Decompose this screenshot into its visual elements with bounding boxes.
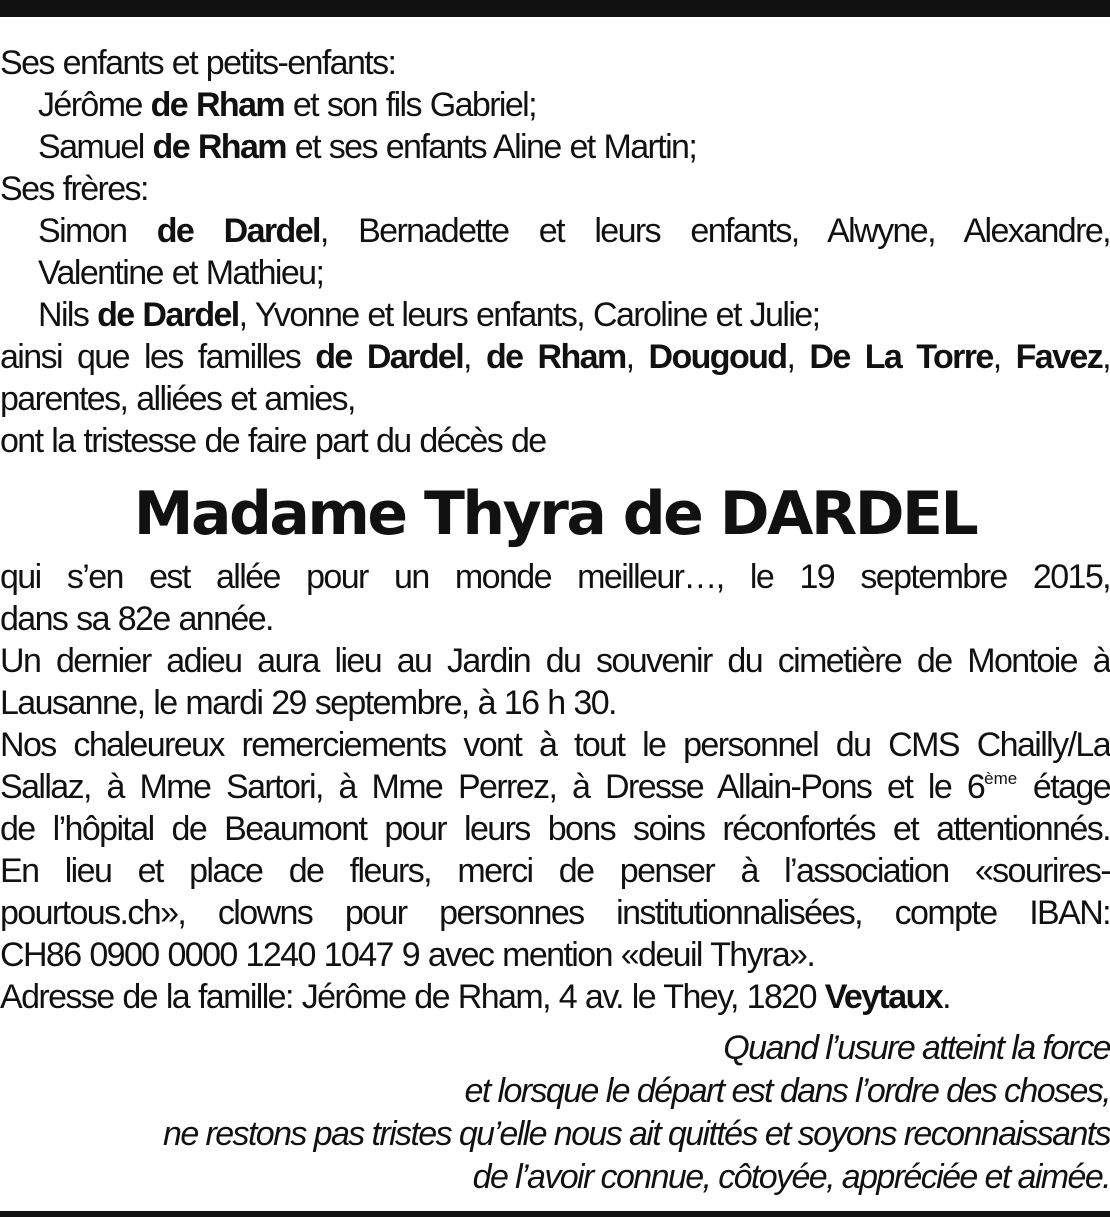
family-name: de Dardel bbox=[315, 338, 464, 376]
brothers-heading: Ses frères: bbox=[0, 170, 148, 208]
body-line-6 bbox=[0, 766, 1110, 808]
line-rest: et ses enfants Aline et Martin; bbox=[285, 128, 697, 166]
brother-nils-line bbox=[38, 294, 1110, 336]
family-name: Dougoud bbox=[648, 338, 787, 376]
brother-simon-line bbox=[38, 210, 1110, 252]
families-lead: ainsi que les familles bbox=[0, 338, 316, 376]
announcement-line: ont la tristesse de faire part du décès de bbox=[0, 422, 546, 460]
child-jerome-line bbox=[38, 84, 1110, 126]
child-samuel-line bbox=[38, 126, 1110, 168]
separator: , bbox=[992, 338, 1016, 376]
first-name: Simon bbox=[38, 212, 157, 250]
body-line-8: En lieu et place de fleurs, merci de penser à l’association «sourires- bbox=[0, 852, 1110, 890]
address-text: Adresse de la famille: Jérôme de Rham, 4 av. le They, 1820 bbox=[0, 978, 825, 1016]
first-name: Jérôme bbox=[38, 86, 151, 124]
surname: de Dardel bbox=[156, 212, 320, 250]
poem-line-2: et lorsque le départ est dans l’ordre des choses, bbox=[464, 1072, 1110, 1110]
poem-line-1: Quand l’usure atteint la force bbox=[723, 1029, 1110, 1067]
relatives-line: parentes, alliées et amies, bbox=[0, 380, 355, 418]
body-line-7: de l’hôpital de Beaumont pour leurs bons soins réconfortés et attentionnés. bbox=[0, 810, 1110, 848]
surname: de Rham bbox=[152, 128, 286, 166]
children-heading: Ses enfants et petits-enfants: bbox=[0, 44, 396, 82]
line-text: Sallaz, à Mme Sartori, à Mme Perrez, à Dresse Allain-Pons et le 6 bbox=[0, 768, 985, 806]
family-name: De La Torre bbox=[809, 338, 993, 376]
family-name: de Rham bbox=[485, 338, 626, 376]
body-line-10: CH86 0900 0000 1240 1047 9 avec mention «deuil Thyra». bbox=[0, 936, 815, 974]
line-rest: et son fils Gabriel; bbox=[284, 86, 536, 124]
family-address-line bbox=[0, 976, 1110, 1018]
line-rest: , Bernadette et leurs enfants, Alwyne, Alexandre, bbox=[319, 212, 1110, 250]
surname: de Rham bbox=[150, 86, 285, 124]
body-line-1: qui s’en est allée pour un monde meilleur…, le 19 septembre 2015, bbox=[0, 558, 1110, 596]
first-name: Nils bbox=[38, 296, 98, 334]
brother-simon-continuation: Valentine et Mathieu; bbox=[38, 254, 324, 292]
address-end: . bbox=[942, 978, 950, 1016]
families-line bbox=[0, 336, 1110, 378]
surname: de Dardel bbox=[97, 296, 239, 334]
separator: , bbox=[625, 338, 649, 376]
separator: , bbox=[786, 338, 810, 376]
line-rest: , Yvonne et leurs enfants, Caroline et Julie; bbox=[238, 296, 820, 334]
separator: , bbox=[463, 338, 486, 376]
poem-line-4: de l’avoir connue, côtoyée, appréciée et aimée. bbox=[472, 1158, 1110, 1196]
bottom-rule bbox=[0, 1211, 1110, 1217]
body-line-3: Un dernier adieu aura lieu au Jardin du souvenir du cimetière de Montoie à bbox=[0, 642, 1110, 680]
body-line-5: Nos chaleureux remerciements vont à tout le personnel du CMS Chailly/La bbox=[0, 726, 1110, 764]
ordinal-suffix: ème bbox=[984, 769, 1018, 788]
body-line-2: dans sa 82e année. bbox=[0, 600, 273, 638]
deceased-name-title: Madame Thyra de DARDEL bbox=[133, 479, 977, 549]
poem-line-3: ne restons pas tristes qu’elle nous ait quittés et soyons reconnaissants bbox=[163, 1115, 1110, 1153]
families-end: , bbox=[1102, 338, 1110, 376]
body-line-4: Lausanne, le mardi 29 septembre, à 16 h 30. bbox=[0, 684, 616, 722]
address-town: Veytaux bbox=[824, 978, 943, 1016]
body-line-9: pourtous.ch», clowns pour personnes institutionnalisées, compte IBAN: bbox=[0, 894, 1110, 932]
line-text-end: étage bbox=[1017, 768, 1110, 806]
family-name: Favez bbox=[1015, 338, 1103, 376]
first-name: Samuel bbox=[38, 128, 153, 166]
top-rule bbox=[0, 0, 1110, 17]
